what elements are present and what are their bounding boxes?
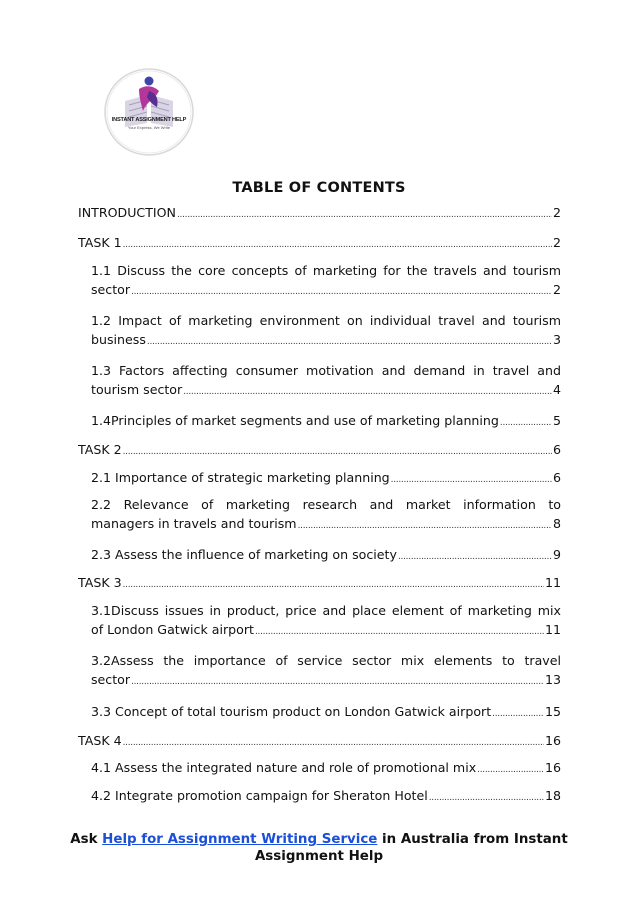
dot-leader — [298, 521, 552, 531]
toc-entry-line: 1.2 Impact of marketing environment on individual travel and tourism — [91, 313, 561, 328]
toc-entry-text: 2.1 Importance of strategic marketing planning — [91, 470, 390, 485]
footer-prefix: Ask — [70, 832, 103, 847]
toc-entry-text: 3.3 Concept of total tourism product on London Gatwick airport — [91, 704, 492, 719]
toc-entry-2-2[interactable] — [91, 497, 561, 531]
footer-suffix: in Australia from Instant Assignment Help — [254, 832, 568, 864]
toc-entry-4-2[interactable] — [91, 788, 561, 803]
toc-title: TABLE OF CONTENTS — [232, 180, 406, 196]
dot-leader — [123, 580, 544, 590]
toc-page-number: 16 — [544, 733, 561, 748]
toc-entry-1-2[interactable] — [91, 313, 561, 347]
toc-entry-line: 1.1 Discuss the core concepts of marketing for the travels and tourism — [91, 263, 561, 278]
footer-promo — [70, 831, 568, 865]
toc-entry-2-1[interactable] — [91, 470, 561, 485]
toc-page-number: 11 — [544, 575, 561, 590]
toc-entry-text: business — [91, 332, 146, 347]
dot-leader — [500, 418, 552, 428]
toc-entry-text: sector — [91, 672, 131, 687]
toc-page-number: 15 — [544, 704, 561, 719]
toc-entry-4-1[interactable] — [91, 760, 561, 775]
dot-leader — [131, 677, 544, 687]
dot-leader — [477, 765, 544, 775]
toc-entry-text: sector — [91, 282, 131, 297]
toc-entry-text: 1.4Principles of market segments and use of marketing planning — [91, 413, 499, 428]
dot-leader — [177, 210, 552, 220]
dot-leader — [123, 240, 552, 250]
dot-leader — [492, 709, 544, 719]
toc-entry-2-3[interactable] — [91, 547, 561, 562]
toc-page-number: 9 — [552, 547, 561, 562]
toc-page-number: 2 — [552, 205, 561, 220]
toc-entry-line: 2.2 Relevance of marketing research and market information to — [91, 497, 561, 512]
toc-page-number: 5 — [552, 413, 561, 428]
toc-entry-text: of London Gatwick airport — [91, 622, 254, 637]
toc-page-number: 4 — [552, 382, 561, 397]
assignment-help-link[interactable]: Help for Assignment Writing Service — [102, 832, 378, 847]
toc-page-number: 13 — [544, 672, 561, 687]
toc-page-number: 18 — [544, 788, 561, 803]
toc-page-number: 2 — [552, 235, 561, 250]
toc-entry-text: TASK 4 — [78, 733, 122, 748]
toc-page-number: 3 — [552, 332, 561, 347]
dot-leader — [183, 387, 552, 397]
toc-entry-text: 4.2 Integrate promotion campaign for Sheraton Hotel — [91, 788, 428, 803]
toc-entry-3-1[interactable] — [91, 603, 561, 637]
logo-tagline: Your Express, We Write — [127, 125, 171, 130]
toc-entry-text: 2.3 Assess the influence of marketing on society — [91, 547, 397, 562]
toc-page-number: 11 — [544, 622, 561, 637]
logo-name: INSTANT ASSIGNMENT HELP — [111, 117, 187, 123]
toc-entry-task-2[interactable] — [78, 442, 561, 457]
toc-page-number: 8 — [552, 516, 561, 531]
toc-page-number: 16 — [544, 760, 561, 775]
dot-leader — [391, 475, 552, 485]
toc-entry-3-3[interactable] — [91, 704, 561, 719]
toc-entry-line: 1.3 Factors affecting consumer motivation and demand in travel and — [91, 363, 561, 378]
toc-entry-introduction[interactable] — [78, 205, 561, 220]
dot-leader — [123, 447, 552, 457]
toc-entry-task-1[interactable] — [78, 235, 561, 250]
dot-leader — [429, 793, 544, 803]
toc-entry-3-2[interactable] — [91, 653, 561, 687]
dot-leader — [147, 337, 552, 347]
toc-entry-text: INTRODUCTION — [78, 205, 176, 220]
company-logo — [103, 67, 195, 157]
toc-entry-text: TASK 3 — [78, 575, 122, 590]
toc-entry-text: tourism sector — [91, 382, 183, 397]
toc-entry-task-4[interactable] — [78, 733, 561, 748]
toc-entry-text: managers in travels and tourism — [91, 516, 297, 531]
toc-entry-text: TASK 1 — [78, 235, 122, 250]
toc-entry-1-1[interactable] — [91, 263, 561, 297]
toc-entry-text: TASK 2 — [78, 442, 122, 457]
logo-emblem — [103, 67, 195, 157]
toc-entry-1-3[interactable] — [91, 363, 561, 397]
toc-page-number: 6 — [552, 442, 561, 457]
dot-leader — [131, 287, 552, 297]
dot-leader — [398, 552, 552, 562]
toc-page-number: 6 — [552, 470, 561, 485]
toc-entry-line: 3.1Discuss issues in product, price and place element of marketing mix — [91, 603, 561, 618]
toc-entry-text: 4.1 Assess the integrated nature and role of promotional mix — [91, 760, 477, 775]
toc-entry-task-3[interactable] — [78, 575, 561, 590]
dot-leader — [255, 627, 544, 637]
toc-page-number: 2 — [552, 282, 561, 297]
dot-leader — [123, 738, 544, 748]
toc-entry-line: 3.2Assess the importance of service sector mix elements to travel — [91, 653, 561, 668]
toc-entry-1-4[interactable] — [91, 413, 561, 428]
